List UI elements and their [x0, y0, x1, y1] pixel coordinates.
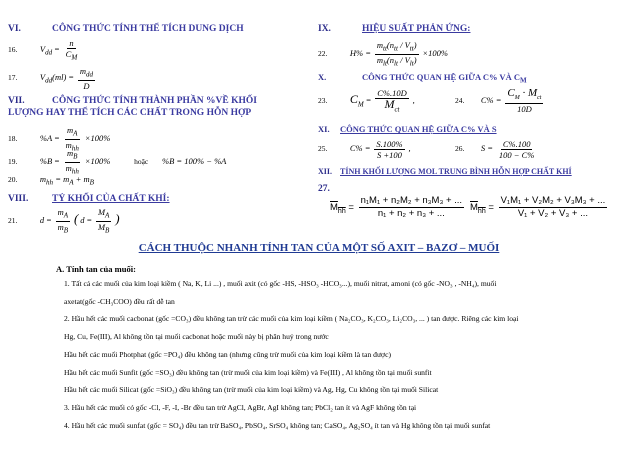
formula-lhs: %A	[39, 132, 53, 143]
numerator: V₁M₁ + V₂M₂ + V₃M₃ + ...	[500, 195, 606, 206]
fraction	[78, 66, 95, 91]
comma: ,	[412, 94, 415, 105]
formula-lhs: $V_{dd}(ml)$	[39, 72, 67, 85]
equals-sign: =	[86, 214, 93, 225]
fraction	[499, 195, 608, 220]
section-xii	[318, 167, 572, 176]
formula-lhs: $C_M$	[349, 91, 364, 109]
formula-22	[318, 40, 448, 68]
numerator: $m_{tt}(n_{tt} / V_{tt})$	[376, 40, 417, 53]
formula-lhs: d	[39, 214, 45, 225]
formula-lhs: C% =	[480, 94, 502, 105]
formula-26	[455, 139, 538, 160]
formula-number: 20.	[8, 175, 18, 184]
section-number: VIII.	[8, 194, 29, 204]
numerator: $m_A$	[57, 207, 69, 220]
formula-25	[318, 139, 411, 160]
fraction	[497, 139, 537, 160]
numerator: $C_M \cdot M_{ct}$	[505, 88, 543, 104]
numerator: n₁M₁ + n₂M₂ + n₃M₃ + ...	[360, 195, 463, 206]
page-title: CÁCH THUỘC NHANH TÍNH TAN CỦA MỘT SỐ AXIT – BAZƠ – MUỐI	[138, 242, 500, 254]
fraction-2	[96, 207, 111, 235]
alt-formula: %B = 100% − %A	[162, 155, 227, 166]
section-ix	[318, 24, 470, 34]
comma: ,	[408, 143, 411, 154]
numerator: S.100%	[376, 139, 403, 149]
formula-number: 16.	[8, 45, 18, 55]
formula-tail: ×100%	[84, 155, 111, 166]
list-item: Hầu hết các muối Silicat (gốc =SiO₃) đều không tan (trừ muối của kim loại kiềm) và Ag, Hg, Cu không tồn tại muối Silicat	[64, 385, 439, 395]
paren-open: (	[73, 210, 79, 226]
numerator: C%.100	[502, 139, 531, 149]
formula-lhs: $V_{dd}$	[39, 44, 53, 57]
numerator: $m_B$	[67, 148, 78, 161]
fraction	[359, 195, 465, 220]
denominator: n₁ + n₂ + n₃ + ...	[377, 208, 445, 219]
section-title: CÔNG THỨC QUAN HỆ GIỮA C% VÀ S	[340, 124, 497, 134]
formula-lhs: S =	[480, 143, 493, 154]
denominator: S +100	[377, 150, 402, 160]
formula-16	[8, 38, 81, 63]
equals-sign: =	[68, 72, 74, 83]
denominator: $m_{lt}(n_{lt} / V_{lt})$	[376, 54, 417, 68]
numerator: $m_{dd}$	[79, 66, 94, 79]
equals-sign: =	[54, 132, 60, 143]
denominator: $M_B$	[97, 221, 110, 235]
denominator: $m_{hh}$	[65, 139, 79, 153]
formula-number: 21.	[8, 215, 18, 225]
list-item: 1. Tất cả các muối của kim loại kiềm ( Na, K, Li ...) , muối axit (có gốc -HS, -HSO₃ -HCO₃...), muối nitrat, amoni (có gốc -NO₃ , -NH₄), muối	[64, 279, 497, 288]
section-x	[318, 72, 527, 85]
fraction	[375, 40, 419, 68]
equals-sign: =	[365, 94, 372, 105]
fraction	[505, 88, 543, 114]
equals-sign: =	[54, 44, 60, 55]
equals-sign: =	[46, 214, 52, 225]
section-title-cont: LƯỢNG HAY THỂ TÍCH CÁC CHẤT TRONG HỖN HỢP	[8, 108, 252, 118]
list-item: Hg, Cu, Fe(III), Al không tồn tại muối cacbonat hoặc muối này bị phân huỷ trong nước	[64, 332, 329, 342]
section-a-heading: A. Tính tan của muối:	[56, 264, 136, 274]
formula-number: 25.	[318, 144, 328, 154]
paren-close: )	[115, 210, 120, 226]
numerator: $M_A$	[97, 207, 110, 220]
section-vi	[8, 24, 244, 34]
formula-number: 23.	[318, 95, 328, 105]
section-number: IX.	[318, 24, 331, 34]
formula-23	[318, 88, 415, 114]
formula-lhs: $M_{hh}$	[470, 202, 486, 215]
formula-tail: ×100%	[84, 132, 111, 143]
formula-19	[8, 148, 226, 176]
formula-27-b	[470, 195, 609, 220]
formula-number: 18.	[8, 133, 18, 143]
fraction	[64, 38, 80, 63]
formula-number: 17.	[8, 73, 18, 83]
section-vii	[8, 95, 257, 119]
denominator: $m_B$	[57, 221, 69, 235]
section-title: TỶ KHỐI CỦA CHẤT KHÍ:	[52, 194, 170, 204]
d-symbol: d	[80, 214, 85, 225]
formula-number: 24.	[455, 95, 465, 105]
section-title: TÍNH KHỐI LƯỢNG MOL TRUNG BÌNH HỖN HỢP CHẤT KHÍ	[340, 167, 572, 176]
denominator: 10D	[517, 104, 532, 115]
solubility-list	[64, 275, 519, 434]
section-number: X.	[318, 72, 327, 82]
formula-tail: ×100%	[422, 47, 448, 58]
equals-sign: =	[54, 155, 60, 166]
numerator: C%.10D	[377, 88, 407, 98]
section-viii	[8, 194, 170, 204]
formula-lhs: C% =	[349, 143, 371, 154]
formula-17	[8, 66, 97, 91]
formula-21	[8, 207, 120, 235]
formula-number: 19.	[8, 156, 18, 166]
list-item: 2. Hầu hết các muối cacbonat (gốc =CO₃) đều không tan trừ các muối của kim loại kiềm ( Na₂CO₃, K₂CO₃, Li₂CO₃, ... ) tan được. Riêng các kim loại	[64, 314, 519, 324]
section-number: VII.	[8, 96, 25, 106]
fraction	[375, 88, 409, 114]
equals-sign: =	[348, 202, 354, 214]
formula-27-number: 27.	[318, 184, 330, 194]
section-title: CÔNG THỨC QUAN HỆ GIỮA C% VÀ $C_M$	[362, 72, 527, 85]
equals-sign: =	[488, 202, 494, 214]
formula-body: $m_{hh} = m_A + m_B$	[39, 174, 94, 187]
section-title: HIỆU SUẤT PHẢN ỨNG:	[362, 24, 471, 34]
section-xi	[318, 124, 497, 134]
formula-number: 26.	[455, 144, 465, 154]
fraction	[374, 139, 404, 160]
section-number: VI.	[8, 24, 21, 34]
formula-lhs: H% =	[349, 47, 371, 58]
formula-24	[455, 88, 545, 114]
list-item: axetat(gốc -CH₃COO) đều rất dễ tan	[64, 296, 175, 306]
formula-27-a	[330, 195, 466, 220]
list-item: Hầu hết các muối Photphat (gốc =PO₄) đều không tan (nhưng cũng trừ muối của kim loại kiềm là tan được)	[64, 349, 391, 359]
formula-20	[8, 174, 94, 187]
fraction	[56, 207, 70, 235]
or-label: hoặc	[134, 156, 149, 166]
denominator: 100 − C%	[498, 150, 535, 160]
section-title: CÔNG THỨC TÍNH THỂ TÍCH DUNG DỊCH	[52, 24, 244, 34]
section-number: XII.	[318, 167, 333, 176]
denominator: $m_{hh}$	[65, 162, 79, 176]
numerator: $m_A$	[67, 125, 78, 138]
formula-lhs: $M_{hh}$	[330, 202, 346, 215]
denominator: $C_M$	[65, 49, 78, 62]
formula-number: 22.	[318, 48, 328, 58]
denominator: V₁ + V₂ + V₃ + ...	[517, 208, 588, 219]
fraction	[64, 148, 81, 176]
section-number: XI.	[318, 124, 330, 134]
denominator: $M_{ct}$	[384, 97, 400, 114]
list-item: 3. Hầu hết các muối có gốc -Cl, -F, -I, -Br đều tan trừ AgCl, AgBr, AgI không tan; PbCl₂ tan ít và AgF không tồn tại	[64, 402, 417, 412]
numerator: n	[69, 38, 74, 48]
denominator: D	[83, 80, 90, 91]
formula-lhs: %B	[39, 155, 53, 166]
section-title: CÔNG THỨC TÍNH THÀNH PHẦN %VỀ KHỐI	[52, 96, 257, 106]
list-item: Hầu hết các muối Sunfit (gốc =SO₃) đều không tan (trừ muối của kim loại kiềm) và Fe(III) , Al không tồn tại muối sunfit	[64, 367, 432, 377]
list-item: 4. Hầu hết các muối sunfat (gốc = SO₄) đều tan trừ BaSO₄, PbSO₄, SrSO₄ không tan; CaSO₄, Ag₂SO₄ ít tan và Hg không tồn tại muối sunfat	[64, 420, 491, 430]
